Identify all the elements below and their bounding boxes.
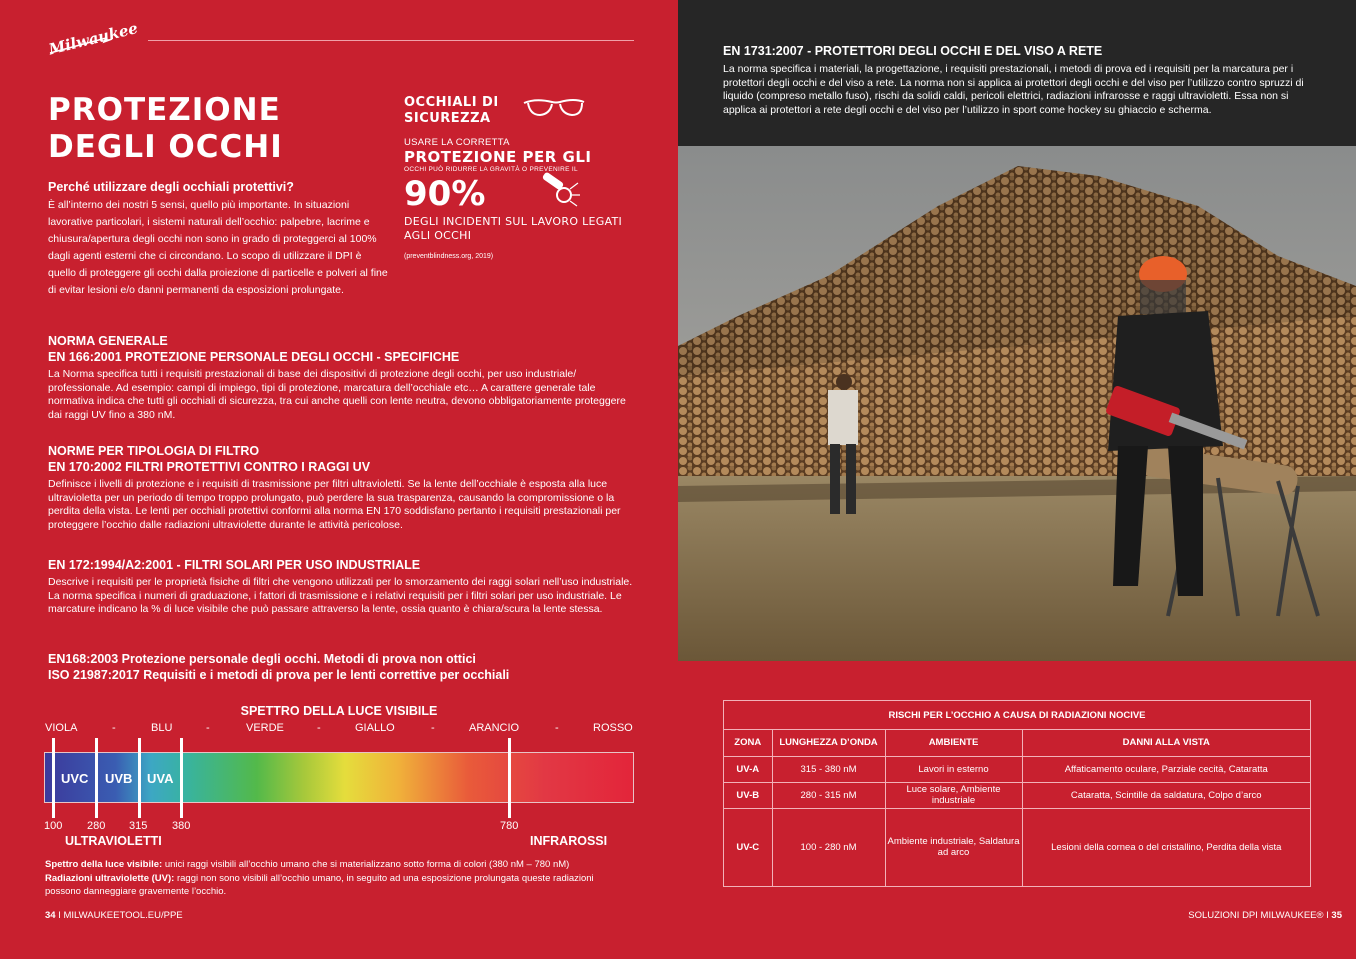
column-header: LUNGHEZZA D’ONDA (772, 730, 885, 756)
table-row (724, 756, 1310, 782)
en1731-panel (678, 0, 1356, 146)
tick-780 (508, 738, 511, 818)
section-en168-iso21987 (48, 651, 638, 683)
spectrum-separator: - (112, 722, 116, 734)
section-heading: NORMA GENERALE (48, 334, 168, 348)
tick-280 (95, 738, 98, 818)
section-en166 (48, 333, 638, 422)
uva-band-label: UVA (147, 771, 174, 786)
spectrum-separator: - (317, 722, 321, 734)
spectrum-color-label: VIOLA (45, 722, 78, 734)
spectrum-notes (45, 858, 625, 899)
infographic-line-tiny: OCCHI PUÒ RIDURRE LA GRAVITÀ O PREVENIRE IL (404, 166, 578, 173)
tick-label: 280 (87, 820, 106, 832)
section-heading: EN168:2003 Protezione personale degli occhi. Metodi di prova non ottici (48, 652, 476, 666)
lumberyard-photo (678, 146, 1356, 661)
footer-right (1188, 910, 1342, 921)
tick-100 (52, 738, 55, 818)
radiation-risk-table (723, 700, 1311, 887)
spectrum-separator: - (431, 722, 435, 734)
spectrum-color-label: ROSSO (593, 722, 633, 734)
tick-380 (180, 738, 183, 818)
tick-label: 100 (44, 820, 63, 832)
tick-label: 380 (172, 820, 191, 832)
spectrum-color-label: GIALLO (355, 722, 395, 734)
safety-glasses-icon (522, 97, 586, 119)
spectrum-color-label: VERDE (246, 722, 284, 734)
infographic (404, 95, 634, 260)
section-subheading: EN 166:2001 PROTEZIONE PERSONALE DEGLI OCCHI - SPECIFICHE (48, 350, 460, 364)
infographic-line-small: USARE LA CORRETTA (404, 137, 510, 148)
why-heading: Perché utilizzare degli occhiali protettivi? (48, 180, 294, 194)
tick-315 (138, 738, 141, 818)
angle-grinder-icon (534, 171, 580, 207)
wavelength-cell: 280 - 315 nM (772, 782, 885, 808)
column-header: ZONA (724, 730, 772, 756)
footer-brand-text: SOLUZIONI DPI MILWAUKEE® I (1188, 910, 1332, 921)
wavelength-cell: 315 - 380 nM (772, 756, 885, 782)
ultraviolet-label: ULTRAVIOLETTI (65, 834, 162, 848)
spectrum-bar (44, 752, 634, 803)
infographic-source: (preventblindness.org, 2019) (404, 253, 494, 260)
infographic-line-big: PROTEZIONE PER GLI (404, 148, 592, 166)
spectrum-separator: - (555, 722, 559, 734)
footer-url: I MILWAUKEETOOL.EU/PPE (55, 910, 183, 921)
environment-cell: Lavori in esterno (885, 756, 1022, 782)
environment-cell: Luce solare, Ambiente industriale (885, 782, 1022, 808)
tick-label: 315 (129, 820, 148, 832)
section-body: La Norma specifica tutti i requisiti prestazionali di base dei dispositivi di protezione degli occhi, per uso industriale/ professionale. Ad esempio: campi di impiego, tipi di protezione, marcatura dell’occhiale etc… A carattere generale tale normativa indica che tutti gli occhiali di sicurezza, tra cui anche quelli con lente neutra, devono obbligatoriamente proteggere dai raggi UV fino a 380 nM. (48, 368, 626, 421)
spectrum-color-label: ARANCIO (469, 722, 520, 734)
table-row (724, 782, 1310, 808)
table-row (724, 808, 1310, 886)
footer-left (45, 910, 183, 921)
wavelength-cell: 100 - 280 nM (772, 808, 885, 886)
section-subheading: ISO 21987:2017 Requisiti e i metodi di prova per le lenti correttive per occhiali (48, 668, 510, 682)
table-title: RISCHI PER L’OCCHIO A CAUSA DI RADIAZIONI NOCIVE (724, 701, 1310, 730)
page-title (48, 92, 283, 166)
tick-label: 780 (500, 820, 519, 832)
milwaukee-logo (46, 18, 140, 59)
svg-text:Milwaukee: Milwaukee (46, 18, 140, 59)
section-body: Definisce i livelli di protezione e i requisiti di trasmissione per filtri ultravioletti. Se la lente dell’occhiale è esposta alla luce ultravioletta per un periodo di tempo troppo prolungato, può perdere la sua trasparenza, causando la compromissione o la perdita della vista. Le lenti per occhiali protettivi conformi alla norma EN 170 soddisfano pertanto i requisiti prestazionali per proteggere l’occhio dalle radiazioni ultraviolette durante le attività pericolose. (48, 478, 621, 531)
column-header: DANNI ALLA VISTA (1022, 730, 1310, 756)
table-header-row (724, 730, 1310, 756)
why-body: È all’interno dei nostri 5 sensi, quello più importante. In situazioni lavorative particolari, i sistemi naturali dell’occhio: palpebre, lacrime e chiusura/apertura degli occhi non sono in grado di proteggerci al 100% dagli agenti esterni che ci circondano. Lo scopo di utilizzare il DPI è quello di proteggere gli occhi dalla proiezione di particelle e polveri al fine di evitar lesioni e/o danni permanenti da esposizioni prolungate. (48, 199, 388, 296)
right-page (678, 0, 1356, 959)
zone-cell: UV-B (724, 782, 772, 808)
section-en170 (48, 443, 638, 532)
infographic-line-bottom: DEGLI INCIDENTI SUL LAVORO LEGATI AGLI OCCHI (404, 215, 623, 242)
zone-cell: UV-A (724, 756, 772, 782)
infographic-percent: 90% (404, 174, 486, 214)
section-body: Descrive i requisiti per le proprietà fisiche di filtri che vengono utilizzati per lo smorzamento dei raggi solari nell’uso industriale. La norma specifica i numeri di graduazione, i fattori di trasmissione e i relativi requisiti per i filtri solari per uso industriale. Le marcature indicano la % di luce visibile che può passare attraverso la lente, ossia quanto è chiara/scura la lente stessa. (48, 576, 633, 616)
damage-cell: Cataratta, Scintille da saldatura, Colpo d’arco (1022, 782, 1310, 808)
infrared-label: INFRAROSSI (530, 834, 608, 848)
page-number: 34 (45, 910, 56, 921)
damage-cell: Affaticamento oculare, Parziale cecità, Cataratta (1022, 756, 1310, 782)
damage-cell: Lesioni della cornea o del cristallino, Perdita della vista (1051, 841, 1282, 853)
note-visible-light: Spettro della luce visibile: unici raggi visibili all’occhio umano che si materializzano sotto forma di colori (380 nM – 780 nM) (45, 859, 570, 870)
spectrum-separator: - (206, 722, 210, 734)
infographic-title: OCCHIALI DI SICUREZZA (404, 95, 499, 126)
header-rule (148, 40, 634, 41)
title-line-2: DEGLI OCCHI (48, 129, 283, 165)
title-line-1: PROTEZIONE (48, 92, 281, 128)
en1731-heading: EN 1731:2007 - PROTETTORI DEGLI OCCHI E DEL VISO A RETE (723, 44, 1103, 58)
uvc-band-label: UVC (61, 771, 89, 786)
environment-cell: Ambiente industriale, Saldatura ad arco (885, 808, 1022, 886)
spectrum-title: SPETTRO DELLA LUCE VISIBILE (240, 704, 438, 718)
en1731-body: La norma specifica i materiali, la progettazione, i requisiti prestazionali, i metodi di prova ed i requisiti per la marcatura per i protettori degli occhi e del viso a rete. La norma non si applica ai protettori degli occhi e del viso per l’utilizzo contro spruzzi di liquido (compreso metallo fuso), rischi da solidi caldi, pericoli elettrici, radiazioni infrarosse e raggi ultravioletti. Essa non si applica ai protettori a rete degli occhi e del viso per l’utilizzo in sport come hockey su ghiaccio e scherma. (723, 63, 1304, 117)
column-header: AMBIENTE (885, 730, 1022, 756)
uvb-band-label: UVB (105, 771, 133, 786)
spectrum-color-label: BLU (151, 722, 173, 734)
section-subheading: EN 170:2002 FILTRI PROTETTIVI CONTRO I RAGGI UV (48, 460, 371, 474)
section-heading: EN 172:1994/A2:2001 - FILTRI SOLARI PER USO INDUSTRIALE (48, 558, 421, 572)
zone-cell: UV-C (724, 808, 772, 886)
section-heading: NORME PER TIPOLOGIA DI FILTRO (48, 444, 260, 458)
note-uv-radiation: Radiazioni ultraviolette (UV): raggi non sono visibili all’occhio umano, in seguito ad una esposizione prolungata queste radiazioni possono danneggiare gravemente l’occhio. (45, 872, 594, 897)
section-en172 (48, 557, 638, 617)
page-number: 35 (1331, 910, 1342, 921)
